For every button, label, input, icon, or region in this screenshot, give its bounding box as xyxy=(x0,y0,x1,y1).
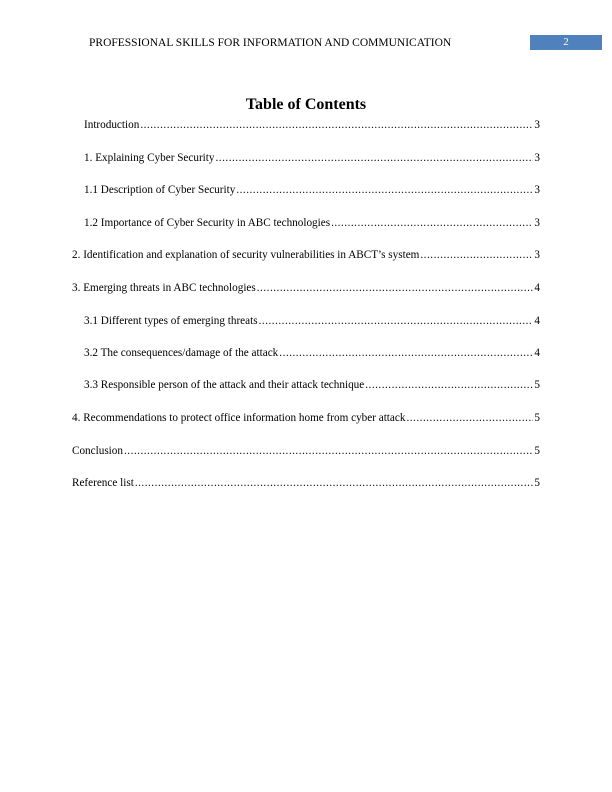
toc-entry-page: 3 xyxy=(534,249,540,261)
toc-entry-description-cyber-security[interactable] xyxy=(84,183,540,197)
toc-entry-label: Introduction xyxy=(84,119,140,131)
toc-entry-page: 3 xyxy=(534,217,540,229)
toc-entry-page: 4 xyxy=(534,347,540,359)
toc-entry-page: 3 xyxy=(534,119,540,131)
toc-heading: Table of Contents xyxy=(245,96,367,113)
toc-entry-security-vulnerabilities[interactable] xyxy=(72,248,540,262)
dot-leader xyxy=(331,216,533,230)
dot-leader xyxy=(365,378,533,392)
toc-entry-page: 5 xyxy=(534,379,540,391)
toc-entry-types-emerging-threats[interactable] xyxy=(84,314,540,328)
dot-leader xyxy=(135,476,534,490)
toc-entry-consequences-attack[interactable] xyxy=(84,346,540,360)
toc-entry-emerging-threats[interactable] xyxy=(72,281,540,295)
toc-entry-label: 4. Recommendations to protect office information home from cyber attack xyxy=(72,412,406,424)
dot-leader xyxy=(420,248,533,262)
toc-entry-label: 1.1 Description of Cyber Security xyxy=(84,184,236,196)
toc-entry-reference-list[interactable] xyxy=(72,476,540,490)
toc-entry-label: 3.1 Different types of emerging threats xyxy=(84,315,258,327)
dot-leader xyxy=(216,151,534,165)
toc-entry-label: 3.3 Responsible person of the attack and their attack technique xyxy=(84,379,365,391)
toc-entry-label: 2. Identification and explanation of security vulnerabilities in ABCT’s system xyxy=(72,249,420,261)
toc-entry-explaining-cyber-security[interactable] xyxy=(84,151,540,165)
toc-entry-introduction[interactable] xyxy=(84,118,540,132)
dot-leader xyxy=(124,444,533,458)
dot-leader xyxy=(257,281,534,295)
toc-entry-label: Conclusion xyxy=(72,445,123,457)
dot-leader xyxy=(259,314,534,328)
page-number-badge: 2 xyxy=(530,35,602,50)
toc-entry-label: Reference list xyxy=(72,477,134,489)
toc-entry-recommendations[interactable] xyxy=(72,411,540,425)
toc-entry-page: 5 xyxy=(534,477,540,489)
toc-entry-page: 3 xyxy=(534,152,540,164)
toc-entry-importance-cyber-security[interactable] xyxy=(84,216,540,230)
toc-entry-page: 3 xyxy=(534,184,540,196)
toc-entry-conclusion[interactable] xyxy=(72,444,540,458)
toc-entry-label: 3. Emerging threats in ABC technologies xyxy=(72,282,256,294)
toc-entry-label: 1.2 Importance of Cyber Security in ABC technologies xyxy=(84,217,331,229)
toc-entry-page: 5 xyxy=(534,445,540,457)
toc-entry-label: 3.2 The consequences/damage of the attack xyxy=(84,347,279,359)
dot-leader xyxy=(406,411,533,425)
running-header-title: PROFESSIONAL SKILLS FOR INFORMATION AND COMMUNICATION xyxy=(89,37,452,49)
toc-entry-label: 1. Explaining Cyber Security xyxy=(84,152,215,164)
toc-entry-page: 4 xyxy=(534,282,540,294)
toc-entry-page: 5 xyxy=(534,412,540,424)
toc-entry-responsible-person[interactable] xyxy=(84,378,540,392)
toc-entry-page: 4 xyxy=(534,315,540,327)
dot-leader xyxy=(140,118,533,132)
dot-leader xyxy=(236,183,533,197)
dot-leader xyxy=(279,346,533,360)
